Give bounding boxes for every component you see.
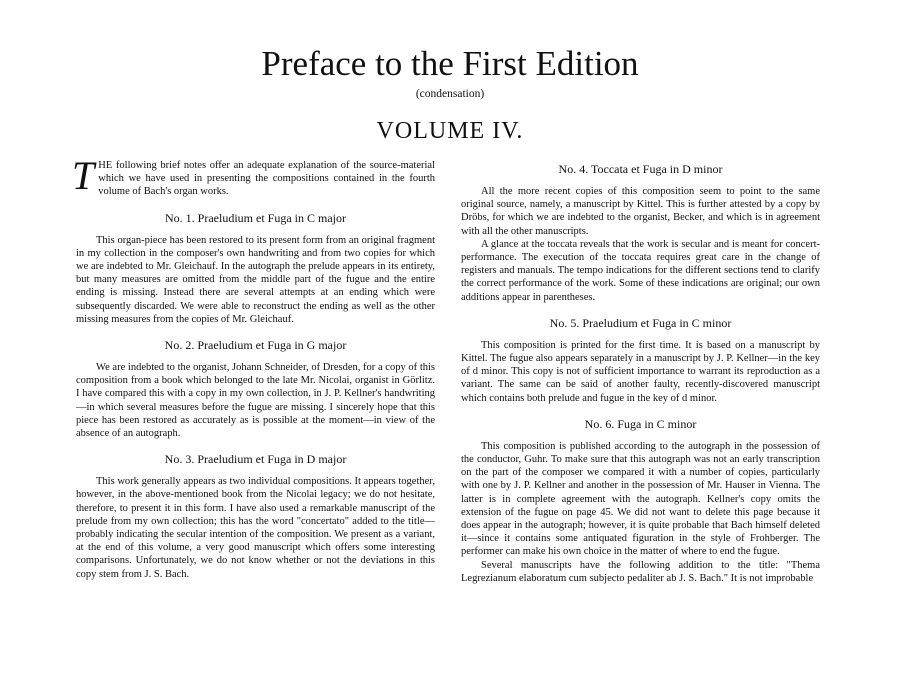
drop-cap: T — [72, 153, 95, 198]
left-column — [72, 153, 435, 581]
section-heading-6: No. 6. Fuga in C minor — [584, 416, 697, 431]
section-5-paragraph-1: This composition is printed for the first time. It is based on a manuscript by Kittel. The fugue also appears separately in a manuscript by J. P. Kellner—in the key of d minor. This copy is not of sufficient importance to warrant its reproduction as a variant. The same can be said of another faulty, recently-discovered manuscript which contains both prelude and fugue in the key of d minor. — [461, 339, 820, 404]
right-column — [461, 159, 820, 585]
section-heading-3: No. 3. Praeludium et Fuga in D major — [164, 452, 347, 467]
section-heading-2: No. 2. Praeludium et Fuga in G major — [164, 338, 347, 353]
section-4-paragraph-1: All the more recent copies of this composition seem to point to the same original source, namely, a manuscript by Kittel. This is further attested by a copy by Dröbs, for which we are indebted to the organist, Becker, and which is in agreement with all the other manuscripts. — [461, 186, 820, 237]
intro-text: HE following brief notes offer an adequate explanation of the source-material which we have used in presenting the compositions contained in the fourth volume of Bach's organ works. — [98, 160, 435, 198]
volume-heading: VOLUME IV. — [376, 118, 524, 144]
section-6-paragraph-1: This composition is published according to the autograph in the possession of the conductor, Guhr. To make sure that this autograph was not an early transcription on the part of the composer we compared it with a number of copies, particularly with one by J. P. Kellner and another in the possession of Mr. Hauser in Vienna. The latter is in complete agreement with the autograph. Kellner's copy omits the extension of the fugue on page 45. We did not want to delete this page because it does appear in the autograph; however, it is quite probable that Bach himself deleted it—since it contains some antiquated figuration in the style of Frohberger. The performer can make his own choice in the matter of where to end the fugue. — [461, 440, 820, 558]
section-1-paragraph-1: This organ-piece has been restored to its present form from an original fragment in my collection in the composer's own handwriting and from two copies for which we are indebted to Mr. Gleichauf. In the autograph the prelude appears in its entirety, but many measures are omitted from the middle part of the fugue and the entire ending is missing. Instead there are several attempts at an ending which were subsequently discarded. We were able to reconstruct the ending as well as the other missing measures from the copies of Mr. Gleichauf. — [76, 234, 435, 325]
section-heading-4: No. 4. Toccata et Fuga in D minor — [558, 162, 723, 176]
section-2-paragraph-1: We are indebted to the organist, Johann Schneider, of Dresden, for a copy of this composition from a book which belonged to the late Mr. Nicolai, organist in Görlitz. I have compared this with a copy in my own collection, in J. P. Kellner's handwriting—in which several measures before the fugue are missing. I sincerely hope that this piece has been restored as accurately as is possible at the moment—in view of the absence of an autograph. — [76, 362, 435, 440]
section-heading-1: No. 1. Praeludium et Fuga in C major — [165, 210, 346, 225]
section-6-paragraph-2: Several manuscripts have the following addition to the title: "Thema Legrezianum elaboratum cum subjecto pedaliter ab J. S. Bach." It is not improbable — [461, 559, 820, 584]
section-3-paragraph-1: This work generally appears as two individual compositions. It appears together, however, in the above-mentioned book from the Nicolai legacy; we do not hesitate, therefore, to present it in this form. I have also used a remarkable manuscript of the prelude from my own collection; this has the word "concertato" added to the title—probably indicating the secular intention of the composition. We present as a variant, at the end of this volume, a very good manuscript which offers some interesting comparisons. Unfortunately, we do not know whether or not the deviations in this copy stem from J. S. Bach. — [76, 476, 435, 580]
section-heading-5: No. 5. Praeludium et Fuga in C minor — [549, 315, 732, 330]
section-4-paragraph-2: A glance at the toccata reveals that the work is secular and is meant for concert-performance. The execution of the toccata requires great care in the change of registers and manuals. The tempo indications for the different sections tend to clarify the correct performance of the work. Some of these indications are original; our own additions appear in parentheses. — [461, 238, 820, 303]
page-title: Preface to the First Edition — [261, 44, 639, 83]
intro-paragraph — [72, 153, 435, 199]
page-subtitle: (condensation) — [415, 88, 485, 100]
